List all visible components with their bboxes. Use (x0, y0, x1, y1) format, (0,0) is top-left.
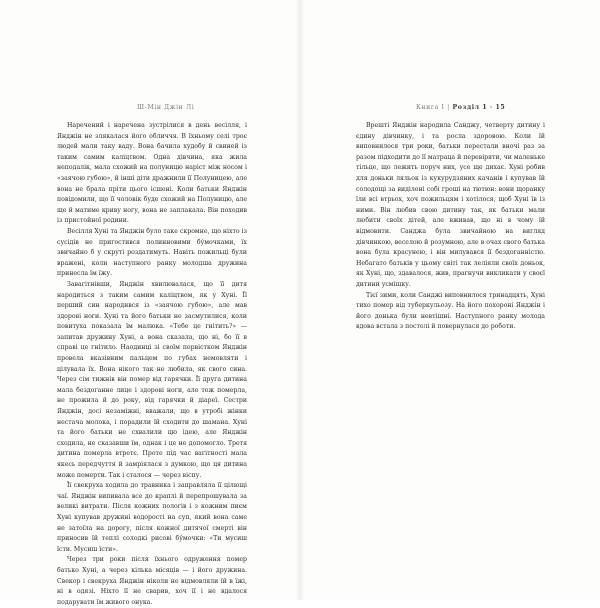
running-head-book: Книга I (416, 104, 445, 111)
left-paragraph-5: Через три роки після їхнього одруження помер батько Хуні, а через кілька місяців — і його дружина. Свекор і свекруха Янджін ніколи не відмовляли їй в їжі, ні в одязі. Ніхто її не сварив, хоч її і не вдалося подарувати їм живого онука. (57, 556, 247, 606)
left-paragraph-2: Весілля Хуні та Янджін було таке скромне, що ніхто із сусідів не пригостився полинновими бу́мочками, їх звичайно б у скруті роздатимуть. Навіть пожильці були вражені, коли наступного ранку молодша дружина принесла їм їжу. (57, 227, 247, 278)
right-paragraph-2: Тієї зими, коли Санджі виповнилося тринадцять, Хуні тихо помер від туберкульозу. На його похороні Янджін і його донька були невтішні. Наступного ранку молода вдова встала з постелі й повернулася до роботи. (356, 291, 545, 331)
left-paragraph-3: Завагітнівши, Янджін хвилювалася, що її дитя народиться з таким самим калiцтвом, як у Хуні. Її перший син народився із «заячою губою», але мав здорові ноги. Хуні та його батьки не засмутилися, коли повитуха показала їм малюка. «Тебе це гнітить?» — запитав дружину Хуні, а вона сказала, що ні, бо її в справі це гнітило. Наодинці зі своїм первістком Янджін провела вказівним пальцем по губах немовляти і цілувала їх. Вона нікого так не любила, як свого сина. Через сім тижнів він помер від гарячки. Її друга дитина мала бездоганне лице і здорові ноги, але теж померла, не прожила й до року, від гарячки й діареї. Сестри Янджін, досі незаміжні, вважали, що в утробі жінки нестача молока, і порадили їй сходити до шамана. Хуні та його батьки не схвалили цю ідею, але Янджін сходила, не сказавши їм, однак і це не допомогло. Третя дитина померла втретє. Проте під час вагітності мала якесь передчуття й замріялася з думкою, що ця дитина може померти. Так і сталося — через віспу. (57, 280, 247, 479)
left-paragraph-1: Наречений і наречена зустрілися в день весілля, і Янджін не злякалася його обличчя. В їхньому селі троє людей мали таку ваду. Вона бачила худобу й свиней із таким самим калiцтвом. Одна дівчина, яка жила неподалік, мала схожий на полуницю нарiст між носом і «заячою губою», й інші діти дражнили її Полуницею, але вона не брала пріти цього iсшені. Коли батьки Янджін повідомили, що її чоловік буде схожий на Полуницю, але ще й матиме криву ногу, вона не заплакала. Він походив із пристойної родини. (57, 122, 247, 225)
left-running-head: Ш-Мін Джін Лі (137, 104, 195, 111)
right-paragraph-1: Врешті Янджін народила Санджу, четверту дитину і єдину дівчинку, і та росла здоровою. Коли їй виповнилося три роки, батьки перестали вночі раз за разом підходити до її матраца й перевіряти, чи маленьке тільце, що лежить поруч них, усе ще дихає. Хуні робив для доньки ляльок із кукурудзяних качанів і купував їй солодощі за виділені собі гроші на тютюн: вони щоранку їли всі втрьох, хоч пожильцям і хотілося, щоб Хуні їв із ними. Він любив свою дитину так, як батьки мали любити своїх дітей, але вживав, що ні в чому їй відмовити. Санджа була звичайною на вигляд дівчинкою, веселою й розумною, але в очах свого батька вона була красунею, і він милувався її бездоганністю. Небагато батьків у цьому світі так леліяли своїх доньок, як Хуні, що, здавалося, жив, прагнучи викликати у своєї дитини усмішку. (356, 122, 545, 288)
left-paragraph-4: Її свекруха ходила до травника і заправляла її цілющі чаї. Янджін випивала все до краплі й перепрошувала за великі витрати. Після кожних пологів і з кожним пиєм Хуні купував дружині водорості на суп, який вона саме не затоїла на дорогу, після кожної дитячої смерті він приносив їй теплі солодкі рисові бу́мочки: «Ти мусиш їсти. Мусиш їсти». (57, 482, 247, 553)
right-page-text (356, 121, 545, 333)
right-page (300, 0, 600, 600)
running-head-separator: | (447, 104, 453, 111)
left-page-text (57, 121, 247, 608)
left-page (0, 0, 300, 606)
right-running-head (416, 104, 505, 111)
running-head-chapter: Розділ 1 · 15 (452, 104, 506, 111)
